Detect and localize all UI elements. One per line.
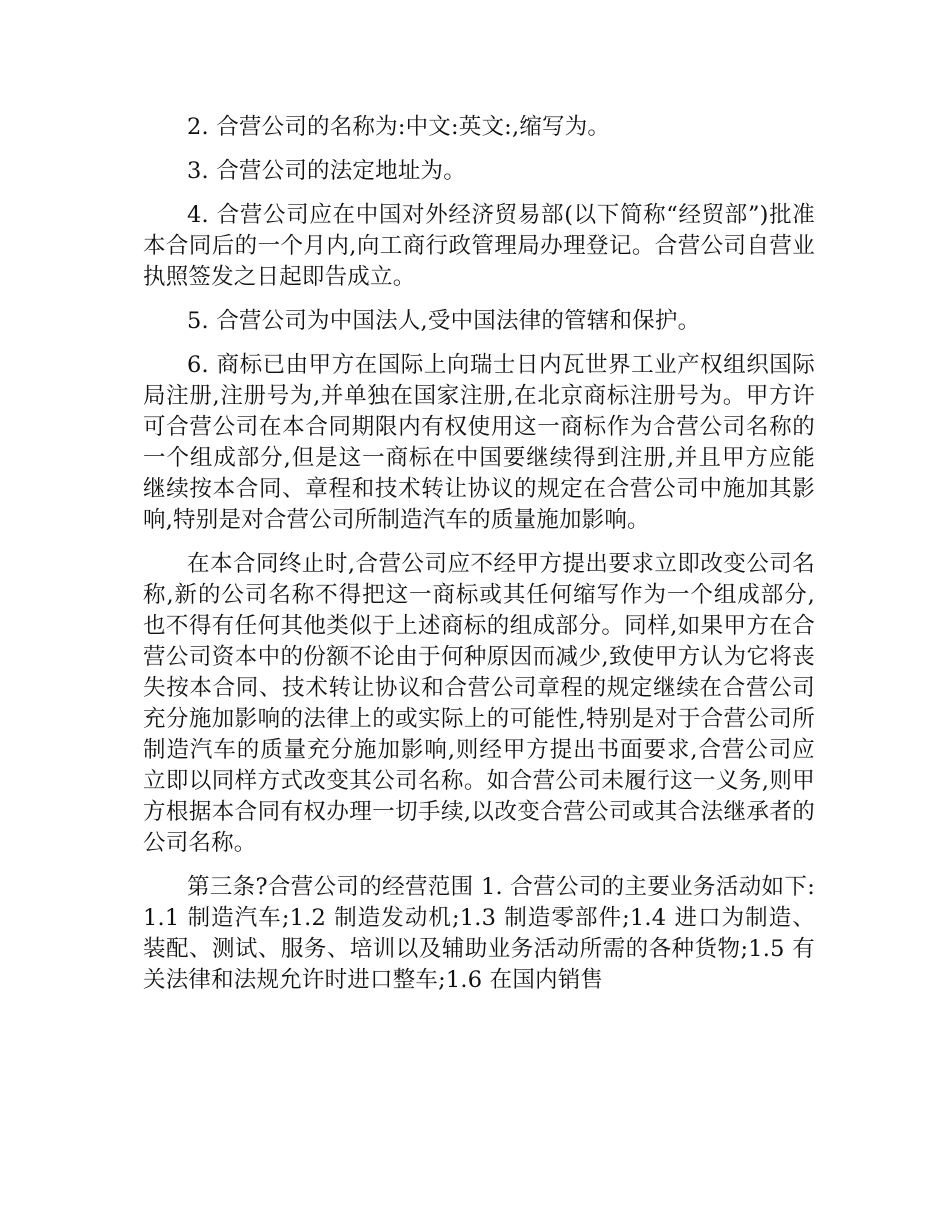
paragraph-legal-person: 5. 合营公司为中国法人,受中国法律的管辖和保护。 (187, 308, 701, 334)
paragraph-legal-address: 3. 合营公司的法定地址为。 (187, 158, 466, 184)
document-page (143, 112, 815, 1009)
paragraph-business-scope: 第三条?合营公司的经营范围 1. 合营公司的主要业务活动如下:1.1 制造汽车;1.2 制造发动机;1.3 制造零部件;1.4 进口为制造、装配、测试、服务、培训以及辅助业务活动所需的各种货物;1.5 有关法律和法规允许时进口整车;1.6 在国内销售 (143, 874, 815, 993)
paragraph-termination: 在本合同终止时,合营公司应不经甲方提出要求立即改变公司名称,新的公司名称不得把这一商标或其任何缩写作为一个组成部分,也不得有任何其他类似于上述商标的组成部分。同样,如果甲方在合营公司资本中的份额不论由于何种原因而减少,致使甲方认为它将丧失按本合同、技术转让协议和合营公司章程的规定继续在合营公司充分施加影响的法律上的或实际上的可能性,特别是对于合营公司所制造汽车的质量充分施加影响,则经甲方提出书面要求,合营公司应立即以同样方式改变其公司名称。如合营公司未履行这一义务,则甲方根据本合同有权办理一切手续,以改变合营公司或其合法继承者的公司名称。 (143, 551, 815, 856)
paragraph-company-name: 2. 合营公司的名称为:中文:英文:,缩写为。 (187, 114, 611, 140)
paragraph-registration: 4. 合营公司应在中国对外经济贸易部(以下简称“经贸部”)批准本合同后的一个月内,向工商行政管理局办理登记。合营公司自营业执照签发之日起即告成立。 (143, 202, 815, 290)
paragraph-trademark: 6. 商标已由甲方在国际上向瑞士日内瓦世界工业产权组织国际局注册,注册号为,并单独在国家注册,在北京商标注册号为。甲方许可合营公司在本合同期限内有权使用这一商标作为合营公司名称的一个组成部分,但是这一商标在中国要继续得到注册,并且甲方应能继续按本合同、章程和技术转让协议的规定在合营公司中施加其影响,特别是对合营公司所制造汽车的质量施加影响。 (143, 352, 815, 533)
